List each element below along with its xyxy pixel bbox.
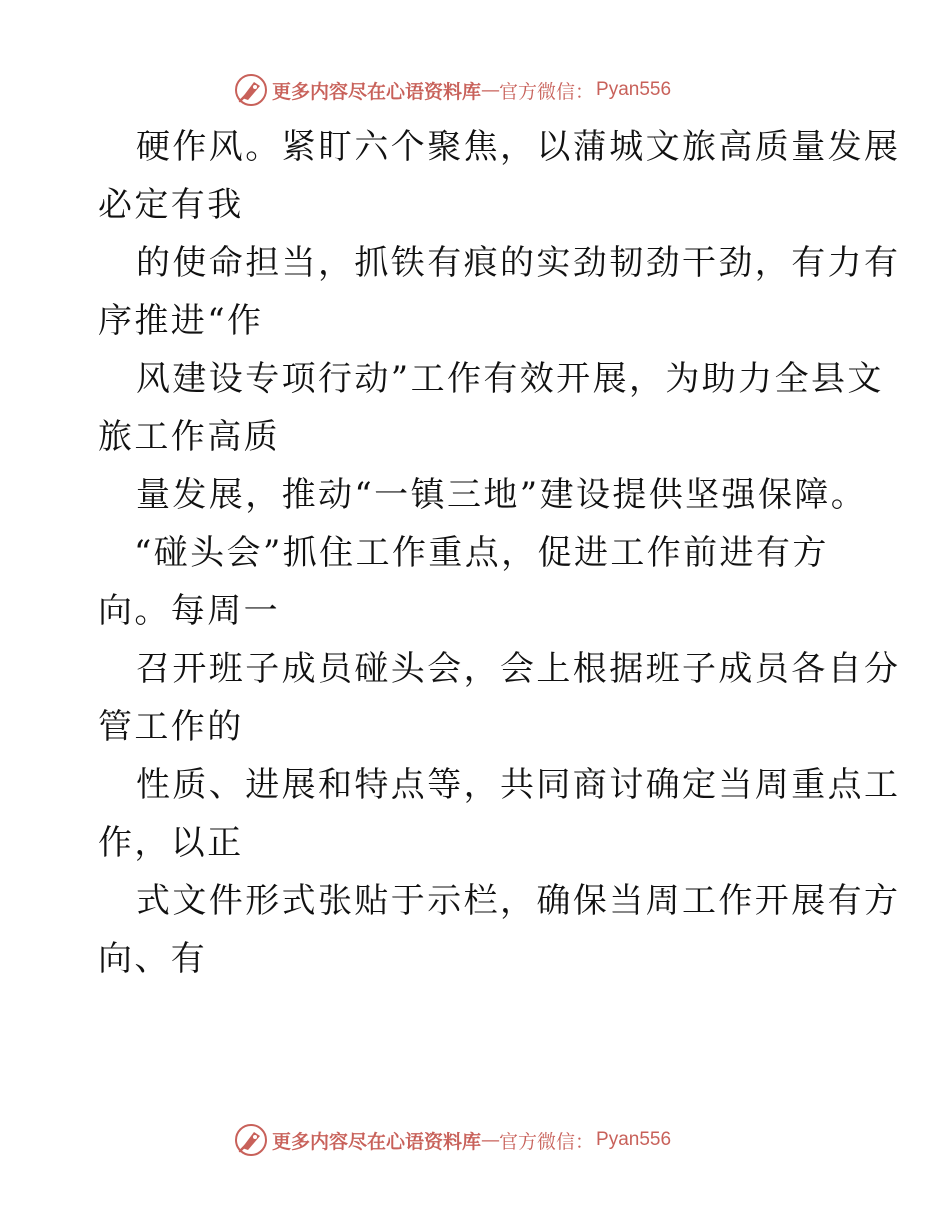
body-line: 向、有: [98, 939, 208, 979]
header-banner: [0, 70, 950, 110]
footer-banner-dash: —: [481, 1129, 500, 1151]
footer-banner-title: 更多内容尽在心语资料库: [272, 1130, 482, 1153]
body-line: 性质、进展和特点等，共同商讨确定当周重点工: [136, 765, 901, 805]
header-banner-dash: —: [481, 79, 500, 101]
body-line: 向。每周一: [98, 591, 280, 631]
footer-banner-content: [234, 1120, 671, 1160]
header-banner-title: 更多内容尽在心语资料库: [272, 80, 482, 103]
body-line: 序推进“作: [98, 301, 264, 341]
pen-nib-logo-icon: [234, 1123, 268, 1157]
footer-banner-wechat-id: Pyan556: [596, 1129, 672, 1150]
header-banner-official-label: 官方微信：: [499, 80, 595, 103]
body-line: 作，以正: [98, 823, 244, 863]
body-line: 的使命担当，抓铁有痕的实劲韧劲干劲，有力有: [136, 243, 901, 283]
body-line: 必定有我: [98, 185, 244, 225]
body-line: 召开班子成员碰头会，会上根据班子成员各自分: [136, 649, 901, 689]
body-line: 硬作风。紧盯六个聚焦，以蒲城文旅高质量发展: [136, 127, 901, 167]
header-banner-content: [234, 70, 671, 110]
body-line: 管工作的: [98, 707, 244, 747]
footer-banner: [0, 1120, 950, 1160]
document-body: [98, 118, 901, 988]
body-line: 风建设专项行动”工作有效开展，为助力全县文: [136, 359, 884, 399]
header-banner-wechat-id: Pyan556: [596, 79, 672, 100]
body-line: 旅工作高质: [98, 417, 280, 457]
body-line: “碰头会”抓住工作重点，促进工作前进有方: [134, 533, 829, 573]
pen-nib-logo-icon: [234, 73, 268, 107]
footer-banner-official-label: 官方微信：: [499, 1130, 595, 1153]
body-line: 量发展，推动“一镇三地”建设提供坚强保障。: [136, 475, 868, 515]
body-line: 式文件形式张贴于示栏，确保当周工作开展有方: [136, 881, 901, 921]
